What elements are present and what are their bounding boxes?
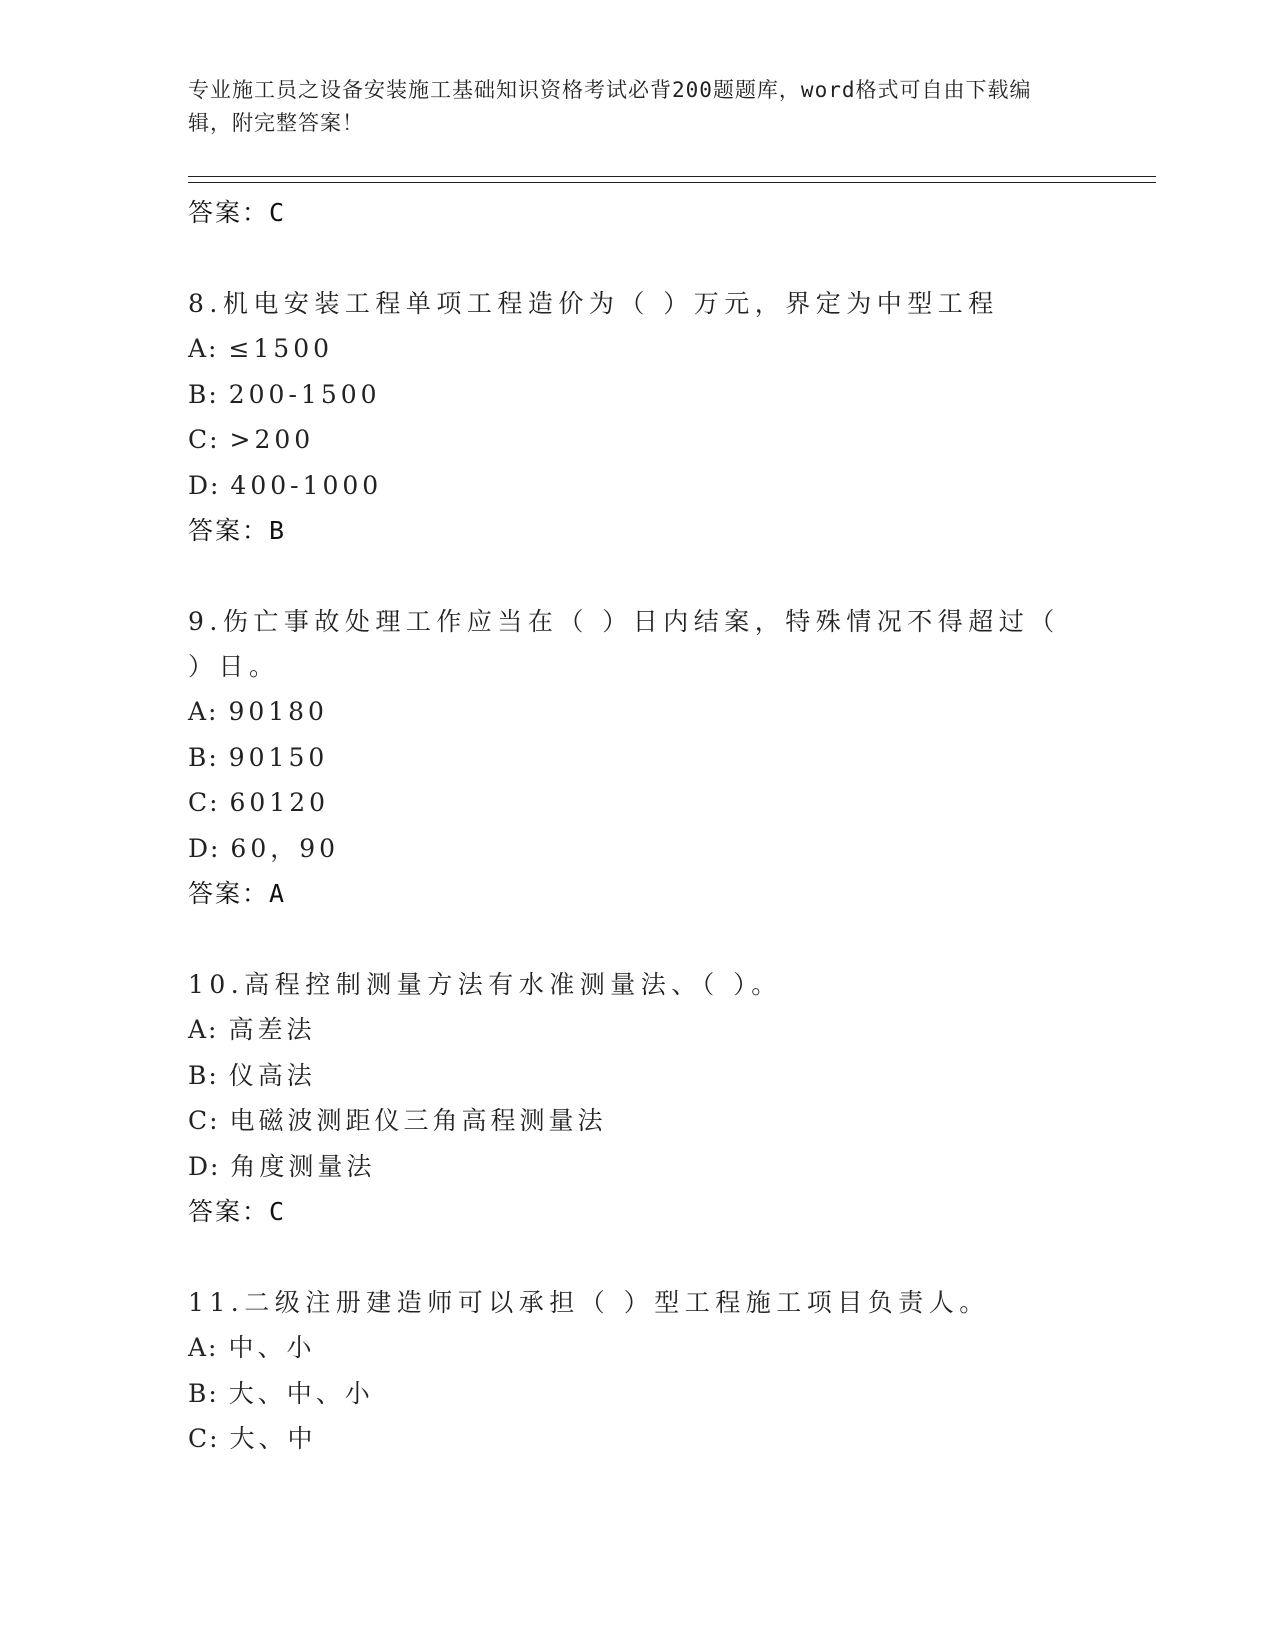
option-b [188, 1371, 1088, 1417]
option-key: D: [188, 1151, 231, 1181]
option-key: C: [188, 425, 230, 454]
option-text: 400-1000 [230, 470, 383, 500]
answer-value: C [269, 1197, 287, 1226]
option-text: 电磁波测距仪三角高程测量法 [229, 1106, 607, 1135]
answer-line [188, 190, 1088, 236]
option-text: >200 [229, 425, 315, 454]
question-stem: 10.高程控制测量方法有水准测量法、（ ）。 [188, 970, 782, 999]
question-stem: 9.伤亡事故处理工作应当在（ ）日内结案，特殊情况不得超过（ ）日。 [188, 607, 1060, 681]
option-text: 角度测量法 [230, 1151, 376, 1181]
option-key: C: [188, 788, 230, 817]
option-text: ≤1500 [228, 334, 334, 363]
option-text: 高差法 [228, 1015, 316, 1044]
option-b [188, 735, 1088, 781]
option-key: C: [188, 1106, 230, 1135]
option-c [188, 1416, 1088, 1462]
option-text: 仪高法 [228, 1060, 316, 1090]
option-key: A: [188, 1015, 229, 1044]
answer-value: C [269, 198, 287, 227]
option-text: 中、小 [228, 1333, 316, 1362]
option-text: 60120 [229, 788, 330, 817]
header-divider-bottom [188, 182, 1156, 183]
answer-line [188, 508, 1088, 554]
option-key: B: [188, 1060, 229, 1090]
answer-label: 答案： [188, 1197, 270, 1226]
answer-line [188, 1189, 1088, 1235]
option-text: 大、中 [229, 1424, 317, 1453]
answer-label: 答案： [188, 198, 270, 227]
option-c [188, 780, 1088, 826]
option-key: B: [188, 379, 229, 409]
option-text: 90150 [228, 742, 329, 772]
question-stem: 8.机电安装工程单项工程造价为（ ）万元，界定为中型工程 [188, 289, 999, 318]
option-key: D: [188, 470, 231, 500]
answer-line [188, 871, 1088, 917]
question-list [188, 190, 1088, 1462]
option-a [188, 326, 1088, 372]
header-divider-top [188, 176, 1156, 177]
option-a [188, 1007, 1088, 1053]
option-text: 60，90 [230, 833, 340, 863]
answer-value: B [269, 516, 287, 545]
option-key: B: [188, 1378, 229, 1408]
answer-label: 答案： [188, 516, 270, 545]
option-key: B: [188, 742, 229, 772]
option-d [188, 463, 1088, 509]
option-a [188, 1325, 1088, 1371]
option-c [188, 417, 1088, 463]
option-key: A: [188, 697, 229, 726]
spacer [188, 917, 1088, 962]
spacer [188, 236, 1088, 281]
answer-label: 答案： [188, 879, 270, 908]
spacer [188, 554, 1088, 599]
option-d [188, 1144, 1088, 1190]
option-key: A: [188, 334, 229, 363]
option-a [188, 689, 1088, 735]
option-b [188, 372, 1088, 418]
option-key: D: [188, 833, 231, 863]
spacer [188, 1235, 1088, 1280]
option-key: C: [188, 1424, 230, 1453]
option-b [188, 1053, 1088, 1099]
option-text: 200-1500 [228, 379, 381, 409]
option-d [188, 826, 1088, 872]
document-header: 专业施工员之设备安装施工基础知识资格考试必背200题题库，word格式可自由下载编辑，附完整答案！ [188, 78, 1032, 135]
answer-value: A [269, 879, 287, 908]
option-c [188, 1098, 1088, 1144]
option-text: 大、中、小 [228, 1378, 374, 1408]
option-text: 90180 [228, 697, 328, 726]
option-key: A: [188, 1333, 229, 1362]
question-stem: 11.二级注册建造师可以承担（ ）型工程施工项目负责人。 [188, 1288, 990, 1317]
